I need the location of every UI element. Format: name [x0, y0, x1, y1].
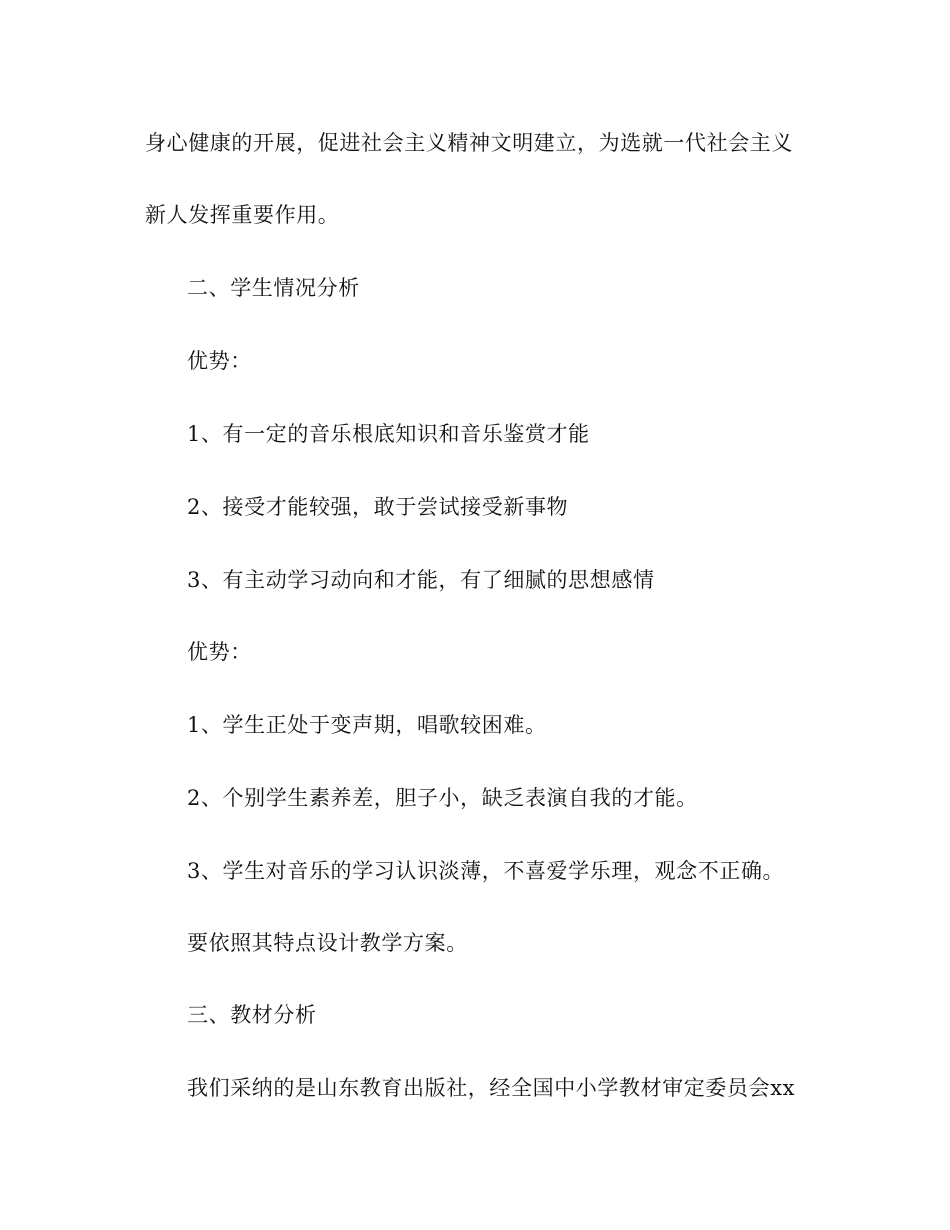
subheading-advantages: 优势： [187, 349, 252, 373]
section-heading-student-analysis: 二、学生情况分析 [187, 276, 360, 300]
list-item: 1、学生正处于变声期，唱歌较困难。 [187, 713, 547, 737]
list-item: 3、有主动学习动向和才能，有了细腻的思想感情 [187, 568, 655, 592]
list-item: 3、学生对音乐的学习认识淡薄，不喜爱学乐理，观念不正确。 [187, 859, 785, 883]
paragraph-continuation-line: 新人发挥重要作用。 [145, 203, 340, 227]
paragraph-line: 要依照其特点设计教学方案。 [187, 931, 468, 955]
list-item: 1、有一定的音乐根底知识和音乐鉴赏才能 [187, 422, 590, 446]
subheading-advantages: 优势： [187, 640, 252, 664]
list-item: 2、接受才能较强，敢于尝试接受新事物 [187, 495, 569, 519]
paragraph-continuation-line: 身心健康的开展，促进社会主义精神文明建立，为选就一代社会主义 [145, 131, 793, 155]
section-heading-textbook-analysis: 三、教材分析 [187, 1003, 317, 1027]
paragraph-line: 我们采纳的是山东教育出版社，经全国中小学教材审定委员会xx [187, 1076, 796, 1100]
list-item: 2、个别学生素养差，胆子小，缺乏表演自我的才能。 [187, 786, 698, 810]
